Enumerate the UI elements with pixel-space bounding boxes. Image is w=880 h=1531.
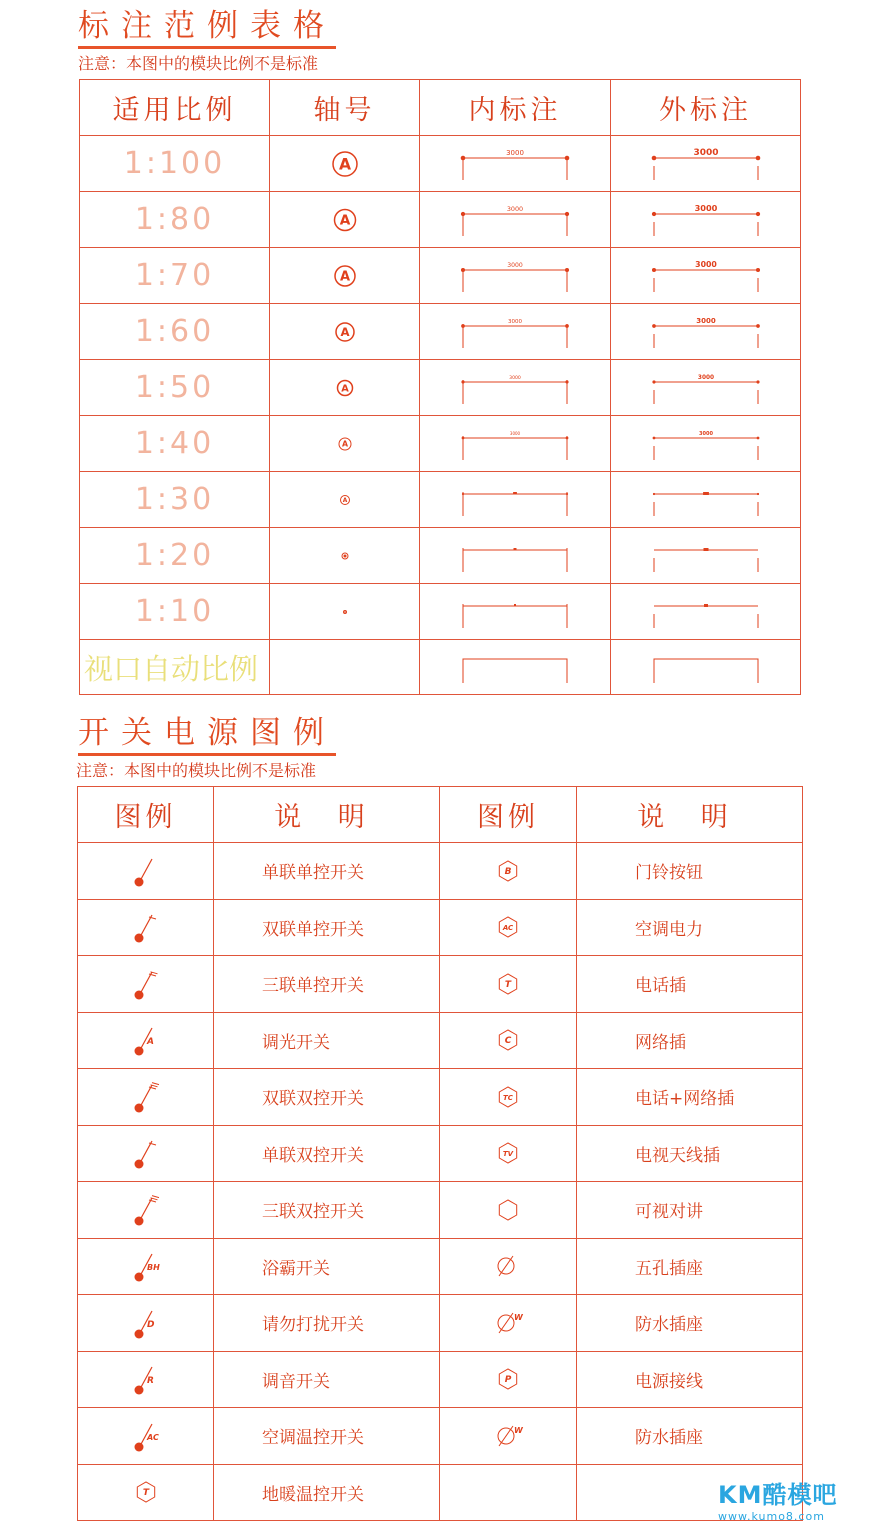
legend-symbol-cell <box>78 1012 214 1069</box>
axis-label: A <box>338 154 351 173</box>
scale-ratio: 1:100 <box>80 136 270 192</box>
legend-description-left: 地暖温控开关 <box>214 1464 440 1520</box>
switch-symbol-icon <box>126 851 166 891</box>
legend-description-left: 双联单控开关 <box>214 899 440 956</box>
legend-description-right: 门铃按钮 <box>577 843 803 900</box>
inner-dimension-cell <box>420 192 611 248</box>
inner-dimension-cell <box>420 360 611 416</box>
inner-dimension-icon <box>455 647 575 687</box>
socket-symbol-icon <box>488 907 528 947</box>
outer-dimension-cell <box>611 528 801 584</box>
legend-symbol-cell <box>78 1464 214 1520</box>
outer-dimension-cell <box>611 472 801 528</box>
axis-label: A <box>340 382 349 394</box>
socket-symbol-icon <box>488 1190 528 1230</box>
annotation-row <box>80 192 801 248</box>
scale-ratio: 1:20 <box>80 528 270 584</box>
annotation-row <box>80 360 801 416</box>
svg-text:T: T <box>504 979 512 990</box>
inner-dimension-cell <box>420 416 611 472</box>
outer-dimension-cell <box>611 416 801 472</box>
inner-dimension-icon <box>455 592 575 632</box>
svg-text:B: B <box>504 866 512 877</box>
legend-description-left: 空调温控开关 <box>214 1408 440 1465</box>
outer-dimension-cell <box>611 248 801 304</box>
legend-description-right: 电视天线插 <box>577 1125 803 1182</box>
socket-symbol-icon <box>488 1416 528 1456</box>
legend-symbol-cell <box>78 1238 214 1295</box>
section2-title: 开关电源图例 <box>78 715 336 756</box>
outer-dimension-icon <box>646 424 766 464</box>
annotation-row <box>80 472 801 528</box>
legend-symbol-cell-right <box>440 1012 577 1069</box>
outer-dimension-cell <box>611 136 801 192</box>
annotation-row <box>80 528 801 584</box>
legend-description-right: 五孔插座 <box>577 1238 803 1295</box>
switch-symbol-icon <box>126 1077 166 1117</box>
legend-row <box>78 956 803 1013</box>
svg-text:BH: BH <box>146 1263 160 1273</box>
outer-dimension-text: 3000 <box>694 259 717 269</box>
axis-cell <box>270 528 420 584</box>
axis-cell <box>270 584 420 640</box>
legend-symbol-cell-right <box>440 899 577 956</box>
legend-symbol-cell <box>78 1295 214 1352</box>
socket-symbol-icon <box>126 1472 166 1512</box>
socket-symbol-icon <box>488 1359 528 1399</box>
svg-text:A: A <box>146 1037 154 1048</box>
axis-number-icon <box>330 597 360 627</box>
legend-symbol-cell <box>78 1069 214 1126</box>
legend-description-left: 双联双控开关 <box>214 1069 440 1126</box>
switch-legend-table <box>77 786 803 1521</box>
inner-dimension-text: 3000 <box>509 430 521 436</box>
legend-description-right: 电话+网络插 <box>577 1069 803 1126</box>
legend-row <box>78 1295 803 1352</box>
svg-text:W: W <box>514 1312 523 1322</box>
switch-symbol-icon <box>126 907 166 947</box>
switch-symbol-icon <box>126 1190 166 1230</box>
axis-cell <box>270 472 420 528</box>
legend-row <box>78 1238 803 1295</box>
header-ratio: 适用比例 <box>80 80 270 136</box>
inner-dimension-cell <box>420 136 611 192</box>
outer-dimension-cell <box>611 360 801 416</box>
legend-row <box>78 1351 803 1408</box>
switch-symbol-icon <box>126 1359 166 1399</box>
axis-label: A <box>342 497 347 504</box>
axis-label: A <box>339 212 350 229</box>
svg-text:TV: TV <box>502 1150 514 1159</box>
legend-symbol-cell <box>78 1351 214 1408</box>
legend-description-right: 电话插 <box>577 956 803 1013</box>
axis-cell <box>270 360 420 416</box>
svg-text:AC: AC <box>146 1432 159 1442</box>
socket-symbol-icon <box>488 1303 528 1343</box>
svg-text:TC: TC <box>503 1093 513 1102</box>
outer-dimension-icon <box>646 592 766 632</box>
scale-ratio: 1:50 <box>80 360 270 416</box>
legend-symbol-cell-right <box>440 1351 577 1408</box>
svg-text:AC: AC <box>502 924 514 933</box>
legend-description-left: 调光开关 <box>214 1012 440 1069</box>
legend-symbol-cell-right <box>440 956 577 1013</box>
inner-dimension-text: 3000 <box>508 318 522 325</box>
annotation-row <box>80 248 801 304</box>
scale-ratio: 1:80 <box>80 192 270 248</box>
axis-number-icon <box>330 205 360 235</box>
legend-description-right: 可视对讲 <box>577 1182 803 1239</box>
legend-row <box>78 843 803 900</box>
switch-symbol-icon <box>126 1133 166 1173</box>
legend-symbol-cell-right <box>440 1182 577 1239</box>
inner-dimension-cell <box>420 304 611 360</box>
outer-dimension-icon <box>646 144 766 184</box>
switch-symbol-icon <box>126 1303 166 1343</box>
socket-symbol-icon <box>488 1077 528 1117</box>
scale-ratio: 1:60 <box>80 304 270 360</box>
socket-symbol-icon <box>488 964 528 1004</box>
legend-row <box>78 1464 803 1520</box>
inner-dimension-icon <box>455 200 575 240</box>
axis-number-icon <box>330 317 360 347</box>
axis-cell <box>270 416 420 472</box>
outer-dimension-icon <box>646 256 766 296</box>
annotation-row <box>80 304 801 360</box>
legend-symbol-cell <box>78 956 214 1013</box>
outer-dimension-icon <box>646 200 766 240</box>
legend-row <box>78 1125 803 1182</box>
header-desc-right: 说 明 <box>577 787 803 843</box>
inner-dimension-icon <box>455 424 575 464</box>
svg-text:P: P <box>504 1375 512 1386</box>
axis-number-icon <box>330 261 360 291</box>
socket-symbol-icon <box>488 851 528 891</box>
legend-description-left: 三联双控开关 <box>214 1182 440 1239</box>
inner-dimension-text: 3000 <box>507 261 523 269</box>
scale-ratio: 1:70 <box>80 248 270 304</box>
outer-dimension-icon <box>646 368 766 408</box>
legend-symbol-cell-right <box>440 1238 577 1295</box>
legend-description-right: 空调电力 <box>577 899 803 956</box>
outer-dimension-icon <box>646 480 766 520</box>
legend-description-right: 防水插座 <box>577 1295 803 1352</box>
axis-cell <box>270 640 420 695</box>
outer-dimension-text: 3000 <box>697 374 714 381</box>
section1-note: 注意：本图中的模块比例不是标准 <box>78 54 319 73</box>
header-legend-right: 图例 <box>440 787 577 843</box>
outer-dimension-cell <box>611 192 801 248</box>
inner-dimension-text: 3000 <box>506 148 524 157</box>
legend-symbol-cell <box>78 1182 214 1239</box>
axis-cell <box>270 248 420 304</box>
legend-description-right: 网络插 <box>577 1012 803 1069</box>
inner-dimension-cell <box>420 472 611 528</box>
inner-dimension-icon <box>455 256 575 296</box>
header-axis: 轴号 <box>270 80 420 136</box>
header-legend-left: 图例 <box>78 787 214 843</box>
outer-dimension-text: 3000 <box>692 147 719 158</box>
axis-number-icon <box>330 429 360 459</box>
legend-symbol-cell-right <box>440 1069 577 1126</box>
switch-symbol-icon <box>126 1246 166 1286</box>
watermark-brand: KM酷模吧 <box>718 1481 838 1509</box>
legend-description-right: 电源接线 <box>577 1351 803 1408</box>
legend-row <box>78 1012 803 1069</box>
section1-title: 标注范例表格 <box>78 8 336 49</box>
inner-dimension-cell <box>420 248 611 304</box>
svg-text:W: W <box>514 1425 523 1435</box>
legend-description-left: 调音开关 <box>214 1351 440 1408</box>
socket-symbol-icon <box>488 1133 528 1173</box>
svg-text:C: C <box>504 1036 512 1047</box>
annotation-table <box>79 79 801 695</box>
inner-dimension-icon <box>455 312 575 352</box>
axis-label: A <box>341 439 348 449</box>
legend-symbol-cell-right <box>440 1408 577 1465</box>
section2-note: 注意：本图中的模块比例不是标准 <box>76 761 317 780</box>
header-outer-dim: 外标注 <box>611 80 801 136</box>
switch-symbol-icon <box>126 1020 166 1060</box>
axis-cell <box>270 304 420 360</box>
outer-dimension-icon <box>646 647 766 687</box>
outer-dimension-text: 3000 <box>694 202 717 213</box>
legend-row <box>78 1182 803 1239</box>
outer-dimension-text: 3000 <box>698 430 713 437</box>
legend-description-left: 单联单控开关 <box>214 843 440 900</box>
legend-symbol-cell <box>78 899 214 956</box>
axis-cell <box>270 192 420 248</box>
legend-symbol-cell-right <box>440 1464 577 1520</box>
legend-symbol-cell-right <box>440 1125 577 1182</box>
legend-symbol-cell <box>78 843 214 900</box>
watermark <box>718 1475 837 1523</box>
outer-dimension-icon <box>646 312 766 352</box>
legend-description-left: 请勿打扰开关 <box>214 1295 440 1352</box>
inner-dimension-cell <box>420 584 611 640</box>
scale-ratio: 1:40 <box>80 416 270 472</box>
legend-symbol-cell <box>78 1125 214 1182</box>
inner-dimension-icon <box>455 480 575 520</box>
svg-text:D: D <box>146 1319 154 1330</box>
socket-symbol-icon <box>488 1246 528 1286</box>
axis-cell <box>270 136 420 192</box>
legend-row <box>78 1408 803 1465</box>
header-desc-left: 说 明 <box>214 787 440 843</box>
inner-dimension-text: 3000 <box>509 375 521 381</box>
scale-ratio: 1:10 <box>80 584 270 640</box>
inner-dimension-icon <box>455 368 575 408</box>
outer-dimension-cell <box>611 304 801 360</box>
axis-number-icon <box>330 149 360 179</box>
scale-ratio: 视口自动比例 <box>80 640 270 695</box>
annotation-row <box>80 416 801 472</box>
axis-label: A <box>339 324 350 339</box>
header-inner-dim: 内标注 <box>420 80 611 136</box>
svg-text:R: R <box>146 1376 154 1387</box>
switch-symbol-icon <box>126 1416 166 1456</box>
legend-description-left: 浴霸开关 <box>214 1238 440 1295</box>
annotation-row <box>80 584 801 640</box>
svg-text:T: T <box>142 1488 149 1498</box>
outer-dimension-icon <box>646 536 766 576</box>
watermark-url: www.kumo8.com <box>718 1510 825 1523</box>
legend-symbol-cell <box>78 1408 214 1465</box>
inner-dimension-text: 3000 <box>506 204 524 213</box>
switch-symbol-icon <box>126 964 166 1004</box>
legend-symbol-cell-right <box>440 843 577 900</box>
outer-dimension-cell <box>611 640 801 695</box>
axis-number-icon <box>330 373 360 403</box>
legend-description-left: 单联双控开关 <box>214 1125 440 1182</box>
annotation-row <box>80 640 801 695</box>
outer-dimension-text: 3000 <box>695 316 716 325</box>
legend-description-left: 三联单控开关 <box>214 956 440 1013</box>
axis-number-icon <box>330 541 360 571</box>
axis-number-icon <box>330 485 360 515</box>
axis-label: A <box>339 269 350 284</box>
scale-ratio: 1:30 <box>80 472 270 528</box>
legend-row <box>78 1069 803 1126</box>
socket-symbol-icon <box>488 1020 528 1060</box>
inner-dimension-icon <box>455 144 575 184</box>
inner-dimension-cell <box>420 640 611 695</box>
legend-symbol-cell-right <box>440 1295 577 1352</box>
annotation-row <box>80 136 801 192</box>
legend-row <box>78 899 803 956</box>
outer-dimension-cell <box>611 584 801 640</box>
inner-dimension-cell <box>420 528 611 584</box>
legend-description-right: 防水插座 <box>577 1408 803 1465</box>
inner-dimension-icon <box>455 536 575 576</box>
